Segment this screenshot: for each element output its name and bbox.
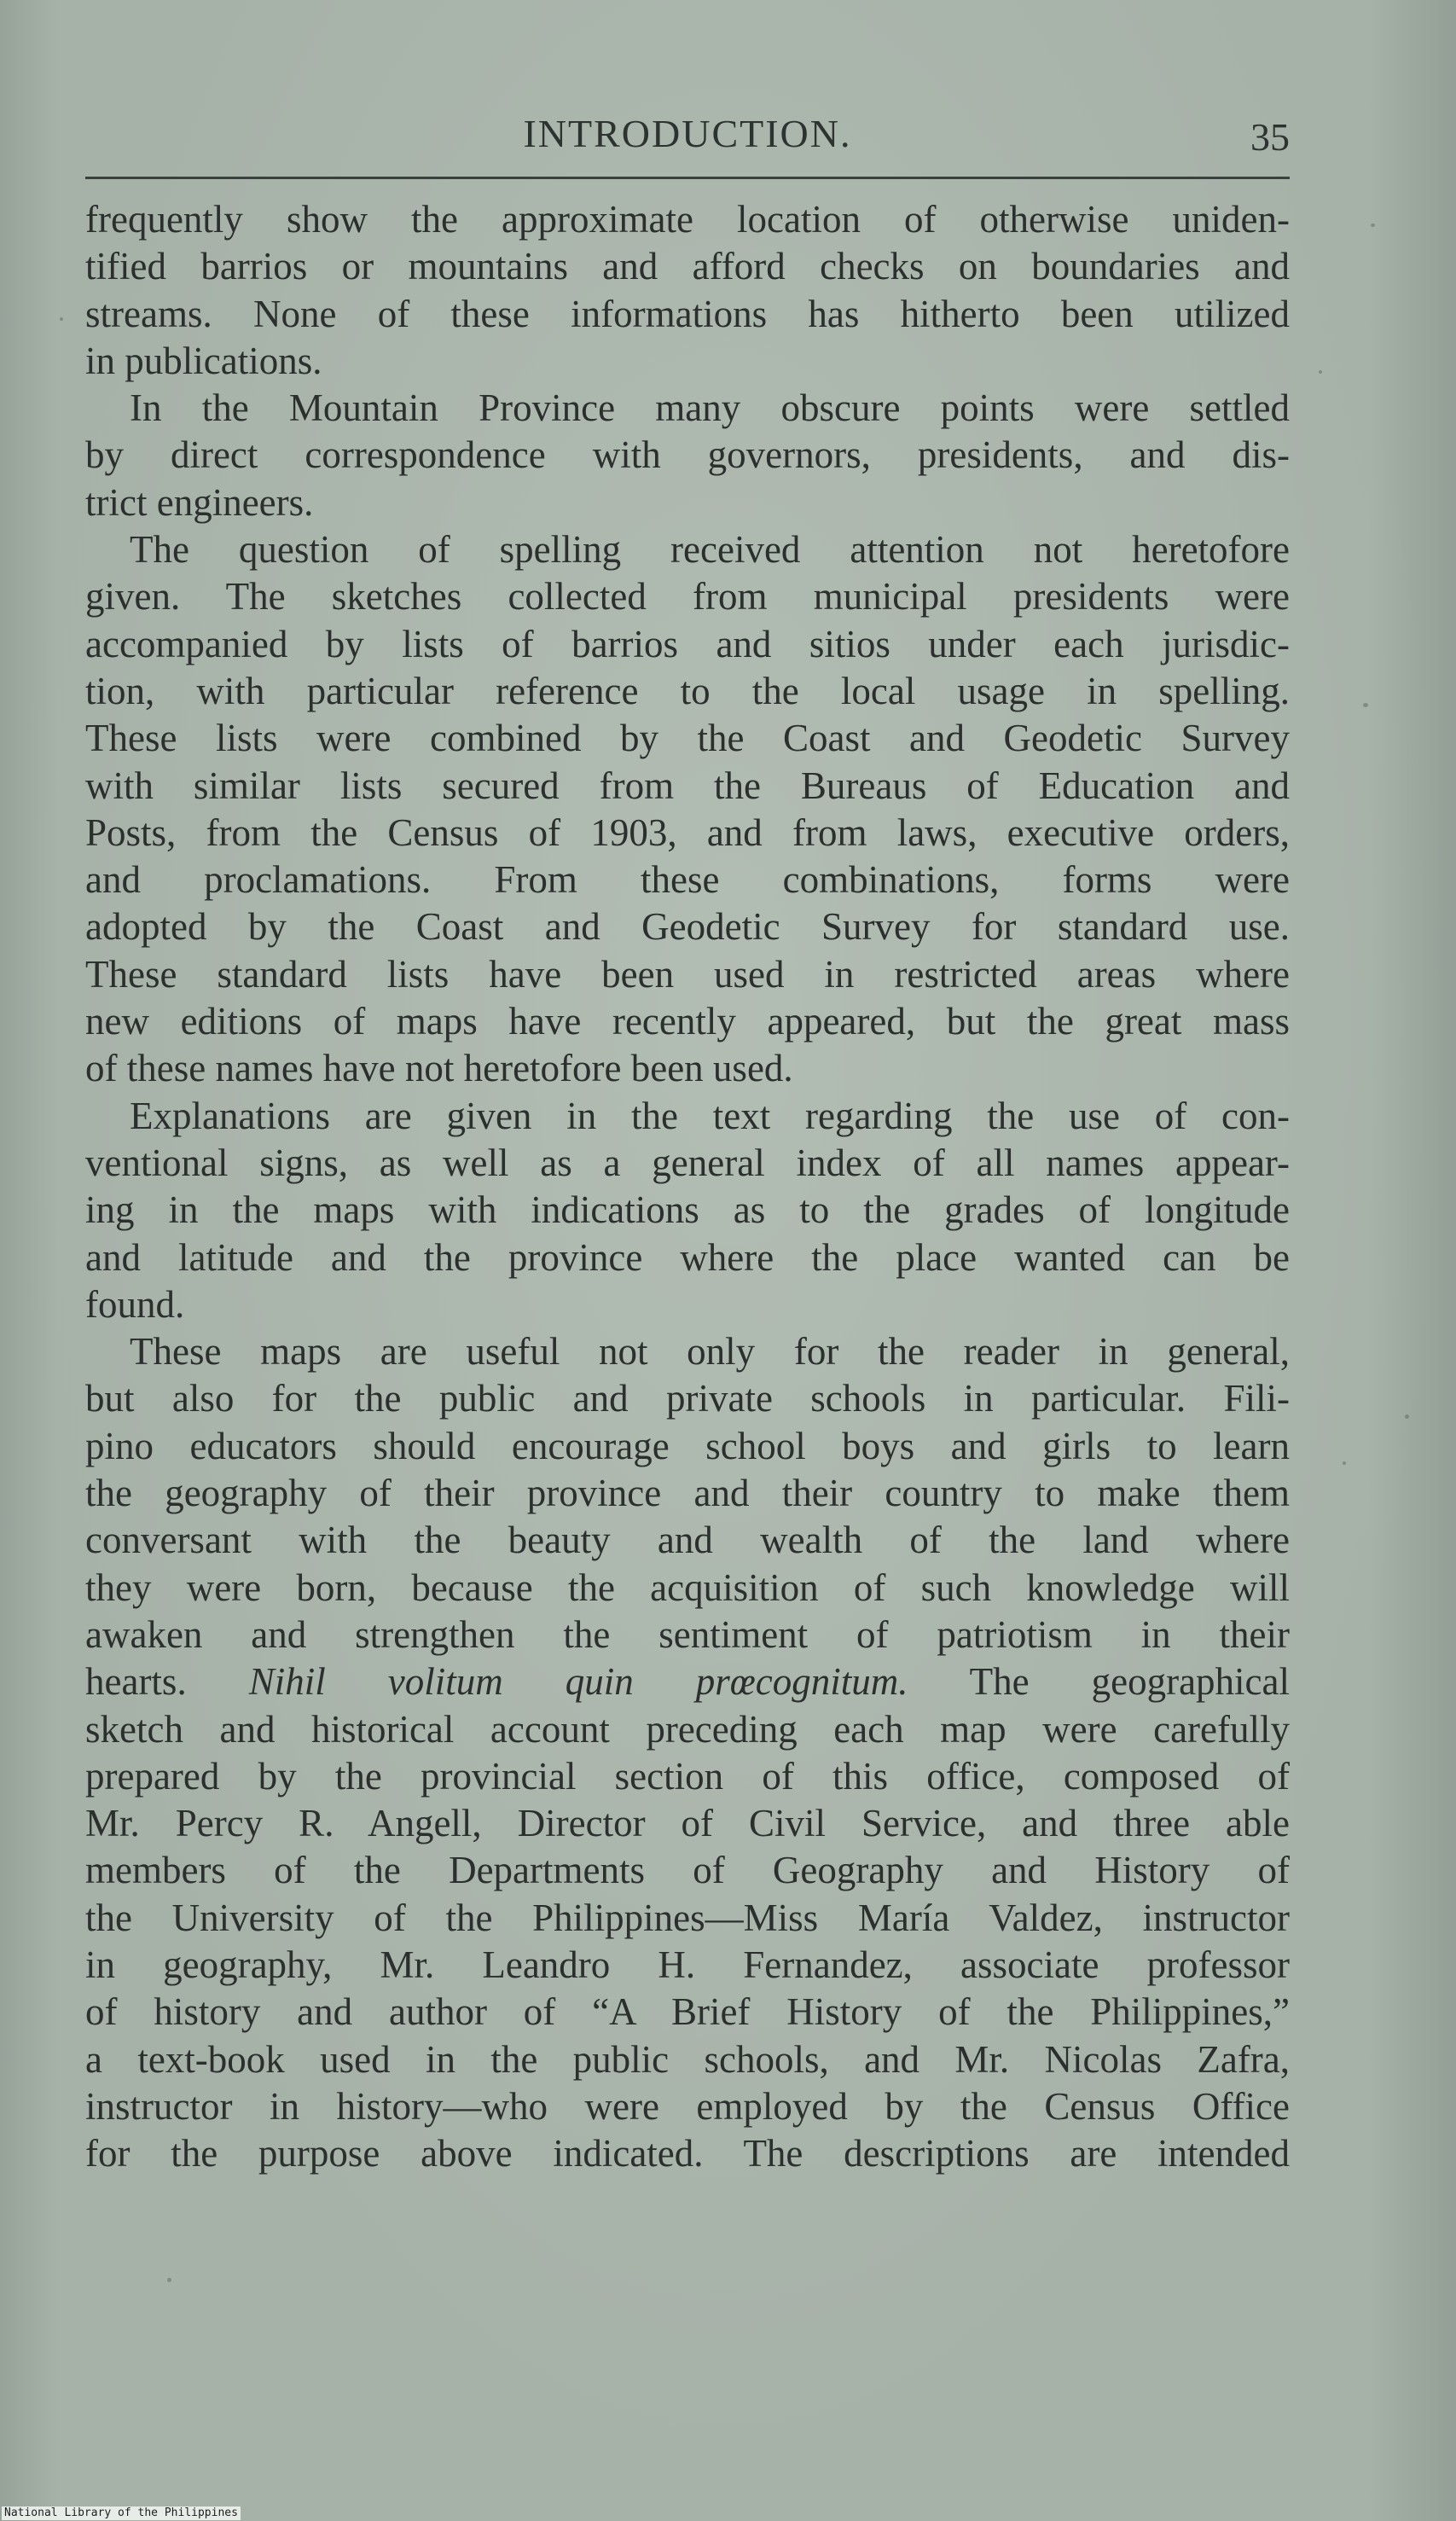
- text-line: with similar lists secured from the Bureaus of Education and: [85, 764, 1290, 807]
- paper-speck: [1405, 1414, 1409, 1419]
- text-line: a text-book used in the public schools, and Mr. Nicolas Zafra,: [85, 2037, 1290, 2081]
- text-line: by direct correspondence with governors, presidents, and dis-: [85, 433, 1290, 477]
- text-line: Mr. Percy R. Angell, Director of Civil Service, and three able: [85, 1802, 1290, 1845]
- text-line: of history and author of “A Brief History of the Philippines,”: [85, 1990, 1290, 2034]
- text-line: but also for the public and private schools in particular. Fili-: [85, 1377, 1290, 1420]
- latin-quotation: Nihil volitum quin prœcognitum.: [248, 1660, 908, 1704]
- paper-speck: [1319, 370, 1322, 374]
- text-line: members of the Departments of Geography and History of: [85, 1849, 1290, 1892]
- paragraph-5: [85, 1328, 1290, 2177]
- text-line: instructor in history—who were employed by the Census Office: [85, 2084, 1290, 2128]
- paper-speck: [1363, 703, 1368, 707]
- text-fragment: hearts.: [85, 1660, 249, 1704]
- page-number: 35: [1250, 115, 1290, 159]
- paper-speck: [1343, 1461, 1346, 1465]
- text-line: given. The sketches collected from municipal presidents were: [85, 575, 1290, 619]
- text-line: in publications.: [85, 339, 322, 382]
- text-line: prepared by the provincial section of this office, composed of: [85, 1754, 1290, 1798]
- text-line: for the purpose above indicated. The descriptions are intended: [85, 2132, 1290, 2175]
- running-head: [85, 109, 1290, 169]
- paragraph-4: [85, 1093, 1290, 1328]
- paragraph-1: [85, 196, 1290, 385]
- header-rule: [85, 177, 1290, 179]
- text-line: conversant with the beauty and wealth of the land where: [85, 1519, 1290, 1562]
- body-text: [85, 196, 1290, 2177]
- paper-speck: [167, 2278, 171, 2282]
- text-line: the University of the Philippines—Miss María Valdez, instructor: [85, 1896, 1290, 1939]
- text-line: the geography of their province and their country to make them: [85, 1472, 1290, 1515]
- text-line: tified barrios or mountains and afford checks on boundaries and: [85, 245, 1290, 288]
- text-line: Explanations are given in the text regarding the use of con-: [130, 1094, 1290, 1137]
- text-line: awaken and strengthen the sentiment of patriotism in their: [85, 1612, 1290, 1656]
- running-title: INTRODUCTION.: [523, 112, 852, 155]
- text-line: frequently show the approximate location of otherwise uniden-: [85, 198, 1290, 241]
- text-fragment: The geographical: [908, 1660, 1290, 1704]
- text-line: pino educators should encourage school boys and girls to learn: [85, 1424, 1290, 1467]
- paragraph-3: [85, 526, 1290, 1093]
- text-line: In the Mountain Province many obscure points were settled: [130, 386, 1290, 430]
- text-line: adopted by the Coast and Geodetic Survey for standard use.: [85, 905, 1290, 949]
- paper-speck: [60, 317, 63, 321]
- paragraph-2: [85, 385, 1290, 526]
- text-line: sketch and historical account preceding each map were carefully: [85, 1707, 1290, 1751]
- text-line: trict engineers.: [85, 480, 314, 524]
- text-line: streams. None of these informations has hitherto been utilized: [85, 292, 1290, 335]
- text-line: in geography, Mr. Leandro H. Fernandez, associate professor: [85, 1943, 1290, 1986]
- text-line: new editions of maps have recently appeared, but the great mass: [85, 1000, 1290, 1043]
- text-line: These lists were combined by the Coast and Geodetic Survey: [85, 717, 1290, 760]
- text-line: ventional signs, as well as a general index of all names appear-: [85, 1141, 1290, 1184]
- text-line: and proclamations. From these combinations, forms were: [85, 858, 1290, 902]
- paper-speck: [1371, 224, 1375, 227]
- text-line: of these names have not heretofore been used.: [85, 1047, 793, 1090]
- text-line: Posts, from the Census of 1903, and from laws, executive orders,: [85, 810, 1290, 854]
- text-line: found.: [85, 1282, 185, 1326]
- text-line-with-latin-quote: [85, 1658, 1290, 1705]
- text-line: they were born, because the acquisition of such knowledge will: [85, 1565, 1290, 1609]
- text-line: and latitude and the province where the place wanted can be: [85, 1235, 1290, 1279]
- text-line: accompanied by lists of barrios and sitios under each jurisdic-: [85, 622, 1290, 665]
- library-credit: National Library of the Philippines: [2, 2506, 241, 2520]
- text-line: These maps are useful not only for the reader in general,: [130, 1330, 1290, 1374]
- text-line: The question of spelling received attention not heretofore: [130, 528, 1290, 572]
- text-line: These standard lists have been used in restricted areas where: [85, 952, 1290, 996]
- text-line: ing in the maps with indications as to the grades of longitude: [85, 1188, 1290, 1232]
- text-line: tion, with particular reference to the local usage in spelling.: [85, 669, 1290, 712]
